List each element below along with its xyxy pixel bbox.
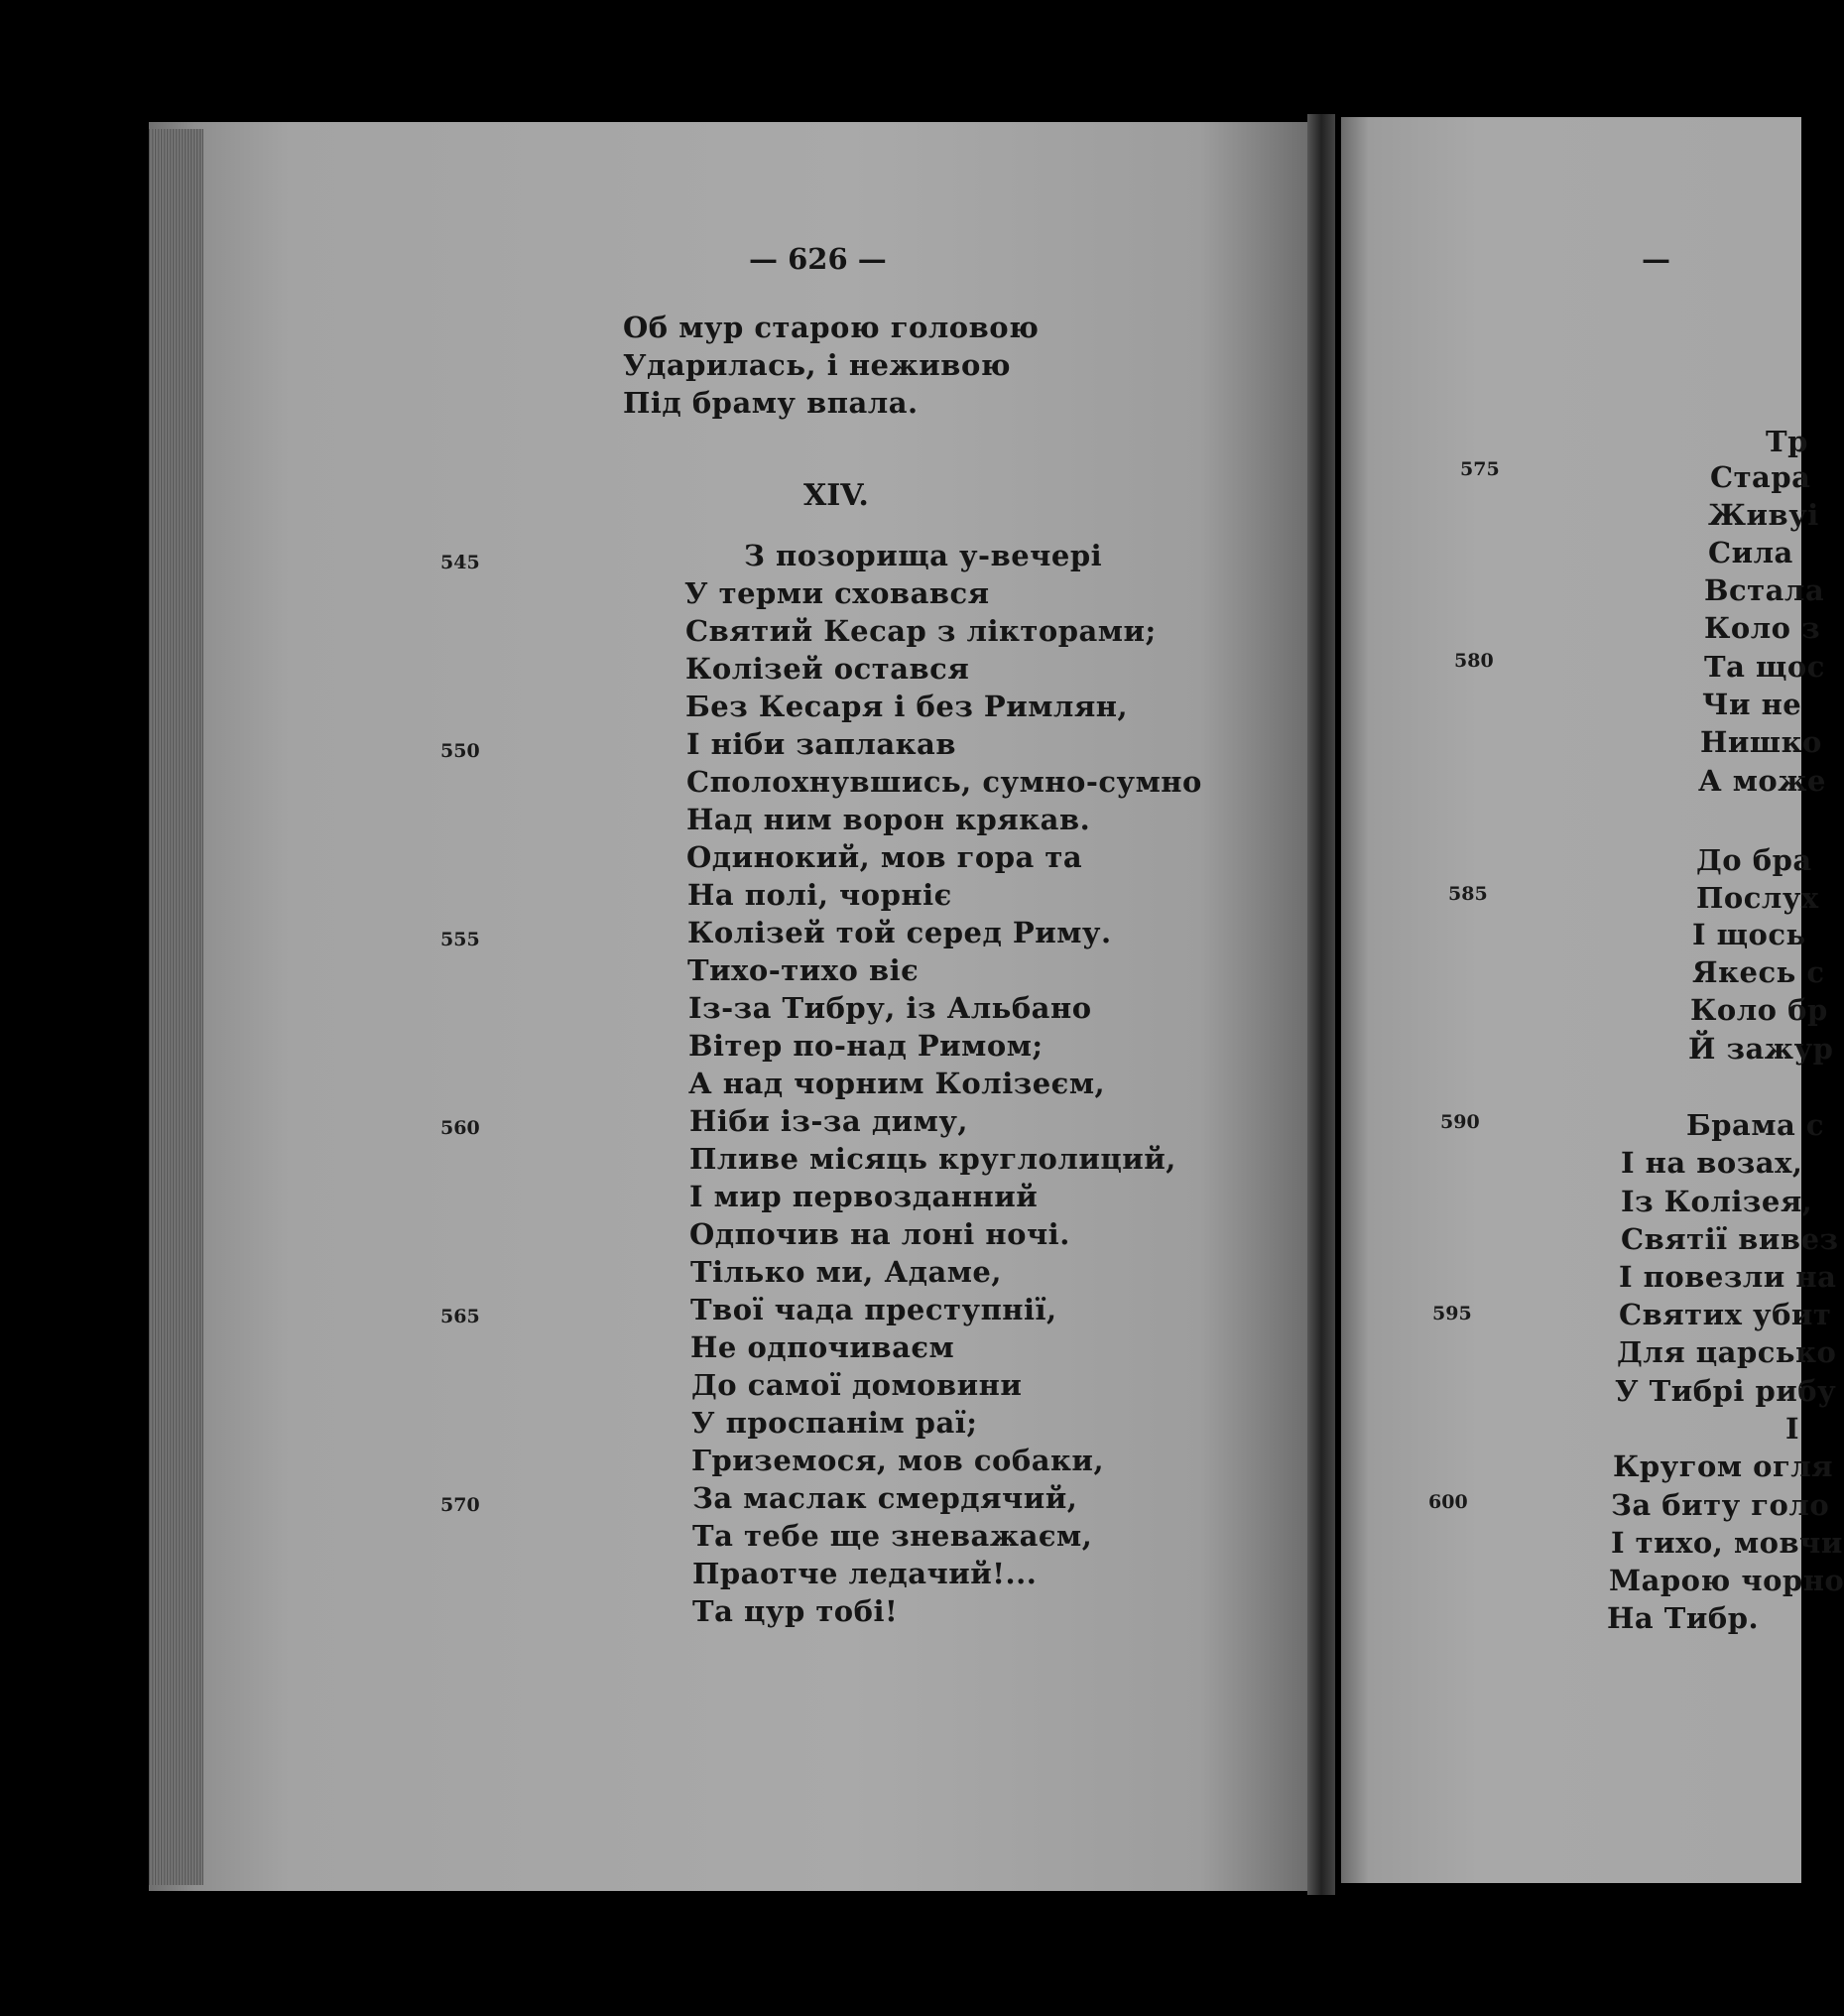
verse-line: У терми сховався	[684, 576, 990, 610]
right-verse-line: І тихо, мовчи	[1611, 1526, 1843, 1560]
right-verse-line: І	[1785, 1412, 1800, 1446]
line-number: 575	[1460, 458, 1500, 480]
verse-line: З позорища у-вечері	[744, 539, 1103, 572]
right-verse-line: Живуі	[1708, 498, 1819, 532]
verse-line: Та цур тобі!	[692, 1594, 899, 1628]
line-number: 585	[1448, 883, 1488, 905]
right-verse-line: Якесь с	[1692, 955, 1825, 989]
verse-line: Тихо-тихо віє	[687, 953, 920, 987]
right-verse-line: Коло з	[1704, 611, 1821, 645]
verse-line: Одинокий, мов гора та	[686, 840, 1083, 874]
right-verse-line: У Тибрі рибу	[1615, 1374, 1837, 1408]
verse-line: Із-за Тибру, із Альбано	[688, 991, 1092, 1025]
line-number: 590	[1440, 1111, 1480, 1133]
verse-line: Та тебе ще зневажаєм,	[692, 1519, 1093, 1553]
verse-line: Твої чада преступнії,	[690, 1293, 1057, 1326]
intro-line: Ударилась, і неживою	[623, 348, 1012, 382]
right-verse-line: Тр	[1766, 425, 1808, 458]
line-number: 595	[1432, 1303, 1472, 1324]
page-number: — 626 —	[749, 242, 887, 276]
right-verse-line: І на возах,	[1621, 1146, 1803, 1180]
page-edges	[149, 129, 203, 1885]
verse-line: Над ним ворон крякав.	[686, 803, 1091, 836]
right-verse-line: Послух	[1696, 881, 1819, 915]
right-verse-line: Та щос	[1704, 650, 1825, 684]
verse-line: А над чорним Колізеєм,	[688, 1067, 1106, 1100]
right-verse-line: Брама с	[1686, 1108, 1825, 1142]
line-number: 545	[440, 552, 480, 573]
right-verse-line: До бра	[1696, 843, 1812, 877]
verse-line: Тілько ми, Адаме,	[690, 1255, 1002, 1289]
right-verse-line: Нишко	[1700, 725, 1822, 759]
verse-line: Колізей той серед Риму.	[687, 916, 1112, 949]
right-verse-line: І щось	[1692, 918, 1806, 951]
verse-line: Вітер по-над Римом;	[688, 1029, 1044, 1063]
verse-line: На полі, чорніє	[687, 878, 952, 912]
verse-line: Гриземося, мов собаки,	[691, 1444, 1105, 1477]
verse-line: І ніби заплакав	[686, 727, 956, 761]
right-verse-line: Для царсько	[1617, 1335, 1837, 1369]
right-verse-line: Марою чорно	[1609, 1564, 1844, 1597]
book-binding	[1307, 114, 1335, 1895]
line-number: 580	[1454, 650, 1494, 672]
right-verse-line: Святії вивез	[1621, 1222, 1839, 1256]
line-number: 560	[440, 1117, 480, 1139]
right-verse-line: Кругом огля	[1613, 1449, 1834, 1483]
right-verse-line: Встала	[1704, 573, 1825, 607]
line-number: 550	[440, 740, 480, 762]
right-verse-line: Сила	[1708, 536, 1793, 569]
right-page-header: —	[1642, 242, 1670, 276]
right-verse-line: Святих убит	[1619, 1298, 1832, 1331]
verse-line: Ніби із-за диму,	[689, 1104, 969, 1138]
right-verse-line: А може	[1698, 764, 1826, 798]
right-verse-line: Й зажур	[1688, 1032, 1834, 1066]
verse-line: Одпочив на лоні ночі.	[689, 1217, 1070, 1251]
right-verse-line: Чи не	[1702, 688, 1802, 721]
line-number: 600	[1428, 1491, 1468, 1513]
right-verse-line: Стара	[1710, 460, 1811, 494]
verse-line: Без Кесаря і без Римлян,	[685, 690, 1129, 723]
right-verse-line: Із Колізея,	[1621, 1185, 1813, 1218]
intro-line: Об мур старою головою	[623, 311, 1040, 344]
right-verse-line: На Тибр.	[1607, 1601, 1760, 1635]
verse-line: Сполохнувшись, сумно-сумно	[686, 765, 1202, 799]
right-verse-line: За биту голо	[1611, 1488, 1830, 1522]
line-number: 555	[440, 929, 480, 950]
verse-line: За маслак смердячий,	[692, 1481, 1078, 1515]
verse-line: І мир первозданний	[689, 1180, 1039, 1213]
intro-line: Під браму впала.	[623, 386, 919, 420]
section-heading: XIV.	[803, 478, 869, 513]
verse-line: Пливе місяць круглолиций,	[689, 1142, 1176, 1176]
verse-line: Святий Кесар з лікторами;	[685, 614, 1157, 648]
right-verse-line: І повезли на	[1619, 1260, 1837, 1294]
verse-line: До самої домовини	[691, 1368, 1023, 1402]
right-verse-line: Коло бр	[1690, 993, 1828, 1027]
verse-line: Праотче ледачий!...	[692, 1557, 1038, 1590]
verse-line: Не одпочиваєм	[690, 1330, 955, 1364]
verse-line: У проспанім раї;	[691, 1406, 978, 1440]
line-number: 570	[440, 1494, 480, 1516]
line-number: 565	[440, 1306, 480, 1327]
verse-line: Колізей остався	[685, 652, 970, 686]
